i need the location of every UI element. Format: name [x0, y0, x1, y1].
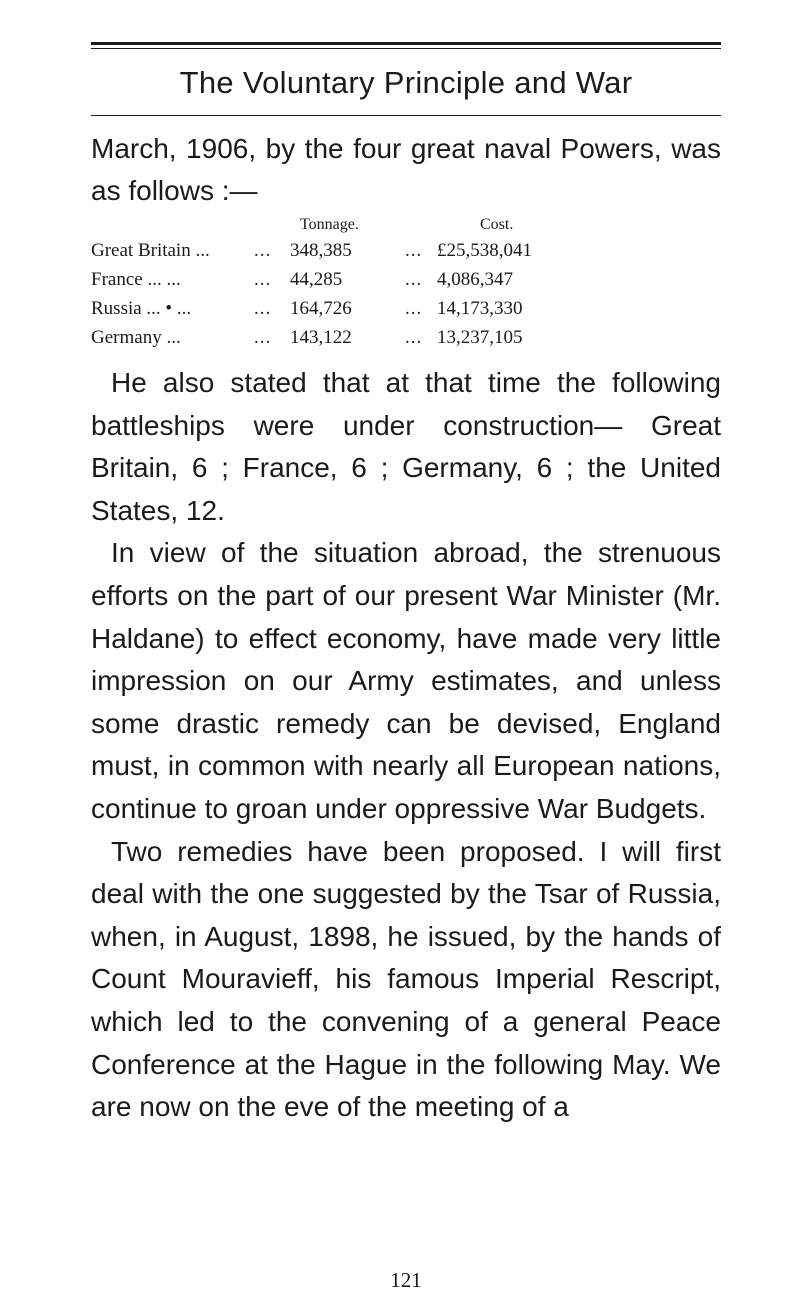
- paragraph: Two remedies have been proposed. I will first deal with the one suggested by the Tsar of Russia, when, in August, 1898, he issued, by the hands of Count Mouravieff, his famous Imperial Rescript, which led to the convening of a general Peace Conference at the Hague in the following May. We are now on the eve of the meeting of a: [91, 835, 721, 1123]
- leader-dots: ...: [254, 240, 272, 261]
- table-row: [91, 240, 721, 269]
- page-number: 121: [390, 1268, 422, 1292]
- table-header: [91, 216, 721, 240]
- paragraph: In view of the situation abroad, the strenuous efforts on the part of our present War Minister (Mr. Haldane) to effect economy, have made very little impression on our Army estimates, and unless some drastic remedy can be devised, England must, in common with nearly all European nations, continue to groan under oppressive War Budgets.: [91, 537, 721, 824]
- tonnage-value: 348,385: [290, 240, 352, 261]
- tonnage-header: Tonnage.: [300, 216, 359, 233]
- header-rule-thin: [91, 48, 721, 49]
- running-head-rule: [91, 115, 721, 116]
- leader-dots: ...: [405, 327, 423, 348]
- country-name: Germany ...: [91, 327, 181, 348]
- intro-text: [91, 128, 721, 212]
- leader-dots: ...: [405, 298, 423, 319]
- cost-value: 4,086,347: [437, 269, 513, 290]
- cost-value: £25,538,041: [437, 240, 532, 261]
- leader-dots: ...: [254, 327, 272, 348]
- tonnage-value: 143,122: [290, 327, 352, 348]
- table-row: [91, 269, 721, 298]
- running-head: The Voluntary Principle and War: [179, 65, 633, 100]
- leader-dots: ...: [405, 269, 423, 290]
- tonnage-value: 164,726: [290, 298, 352, 319]
- body-text: [91, 362, 721, 1129]
- intro-paragraph: March, 1906, by the four great naval Powers, was as follows :—: [91, 133, 721, 206]
- cost-header: Cost.: [480, 216, 514, 233]
- table-row: [91, 298, 721, 327]
- country-name: France ... ...: [91, 269, 181, 290]
- paragraph: He also stated that at that time the following battleships were under construction— Great Britain, 6 ; France, 6 ; Germany, 6 ; the United States, 12.: [91, 367, 721, 526]
- leader-dots: ...: [254, 298, 272, 319]
- header-rule-thick: [91, 42, 721, 45]
- book-page: [91, 0, 721, 1308]
- country-name: Great Britain ...: [91, 240, 210, 261]
- country-name: Russia ... • ...: [91, 298, 192, 319]
- cost-value: 13,237,105: [437, 327, 523, 348]
- leader-dots: ...: [405, 240, 423, 261]
- naval-table: [91, 216, 721, 356]
- cost-value: 14,173,330: [437, 298, 523, 319]
- leader-dots: ...: [254, 269, 272, 290]
- table-row: [91, 327, 721, 356]
- tonnage-value: 44,285: [290, 269, 343, 290]
